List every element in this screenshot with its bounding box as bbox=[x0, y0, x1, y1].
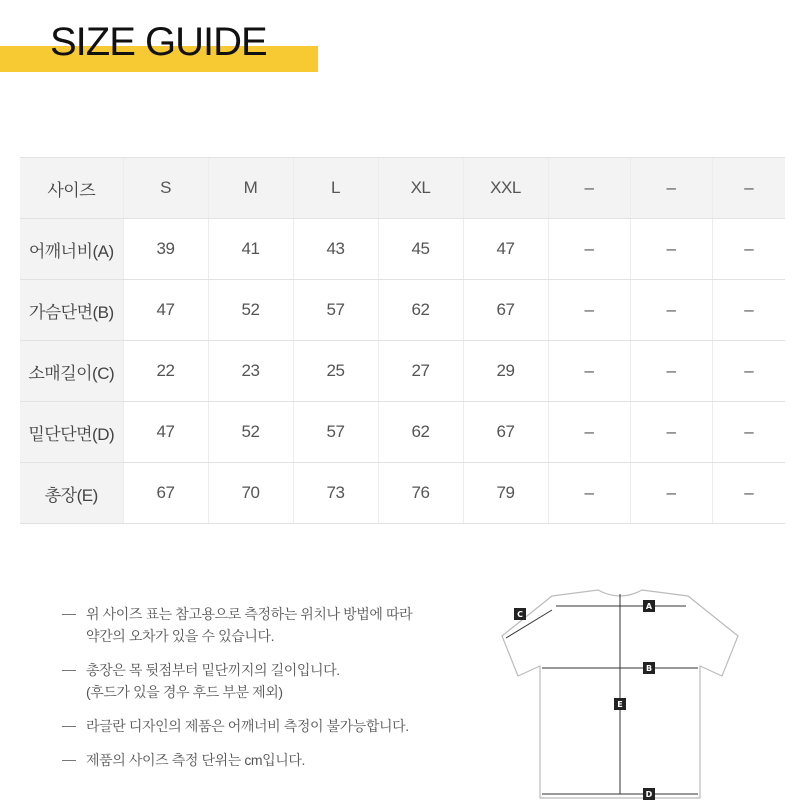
table-cell: 22 bbox=[123, 341, 208, 402]
table-cell: – bbox=[712, 341, 785, 402]
marker-c bbox=[514, 608, 526, 620]
table-row bbox=[20, 463, 785, 524]
note-text: 약간의 오차가 있을 수 있습니다. bbox=[86, 628, 275, 644]
table-cell: 52 bbox=[208, 280, 293, 341]
table-cell: 41 bbox=[208, 219, 293, 280]
table-cell: 23 bbox=[208, 341, 293, 402]
table-header-cell: M bbox=[208, 158, 293, 219]
table-cell: – bbox=[548, 402, 630, 463]
table-row bbox=[20, 280, 785, 341]
table-cell: 29 bbox=[463, 341, 548, 402]
table-header-row bbox=[20, 158, 785, 219]
table-cell: 67 bbox=[463, 402, 548, 463]
table-cell: 45 bbox=[378, 219, 463, 280]
note-item bbox=[62, 659, 482, 703]
note-text: 총장은 목 뒷점부터 밑단끼지의 길이입니다. bbox=[86, 662, 340, 678]
svg-text:E: E bbox=[617, 700, 623, 709]
dash-bullet-icon bbox=[62, 726, 76, 727]
svg-text:C: C bbox=[517, 610, 523, 619]
table-cell: – bbox=[712, 402, 785, 463]
table-cell: 57 bbox=[293, 402, 378, 463]
table-header-cell: S bbox=[123, 158, 208, 219]
table-header-cell: L bbox=[293, 158, 378, 219]
marker-e bbox=[614, 698, 626, 710]
table-cell: – bbox=[548, 463, 630, 524]
table-cell: – bbox=[548, 280, 630, 341]
page-title: SIZE GUIDE bbox=[50, 20, 267, 64]
svg-text:D: D bbox=[645, 790, 653, 799]
table-cell: – bbox=[712, 280, 785, 341]
table-cell: 62 bbox=[378, 402, 463, 463]
note-text: (후드가 있을 경우 후드 부분 제외) bbox=[86, 684, 283, 700]
table-cell: 62 bbox=[378, 280, 463, 341]
table-header-cell: 사이즈 bbox=[20, 158, 123, 219]
table-cell: 76 bbox=[378, 463, 463, 524]
note-item bbox=[62, 603, 482, 647]
table-cell: 27 bbox=[378, 341, 463, 402]
table-cell: 67 bbox=[463, 280, 548, 341]
note-text: 제품의 사이즈 측정 단위는 cm입니다. bbox=[86, 752, 306, 768]
table-cell: 39 bbox=[123, 219, 208, 280]
table-row-label: 밑단단면(D) bbox=[20, 402, 123, 463]
note-text: 라글란 디자인의 제품은 어깨너비 측정이 불가능합니다. bbox=[86, 718, 409, 734]
table-row-label: 가슴단면(B) bbox=[20, 280, 123, 341]
dash-bullet-icon bbox=[62, 670, 76, 671]
svg-text:B: B bbox=[645, 664, 653, 673]
table-row bbox=[20, 341, 785, 402]
table-cell: 79 bbox=[463, 463, 548, 524]
table-cell: 47 bbox=[463, 219, 548, 280]
dash-bullet-icon bbox=[62, 760, 76, 761]
table-cell: – bbox=[548, 341, 630, 402]
table-cell: 25 bbox=[293, 341, 378, 402]
tshirt-measurement-diagram bbox=[490, 580, 750, 800]
marker-b bbox=[643, 662, 655, 674]
table-cell: 73 bbox=[293, 463, 378, 524]
table-cell: 67 bbox=[123, 463, 208, 524]
svg-text:A: A bbox=[645, 602, 653, 611]
table-cell: – bbox=[548, 219, 630, 280]
table-row-label: 총장(E) bbox=[20, 463, 123, 524]
table-row bbox=[20, 219, 785, 280]
table-cell: 57 bbox=[293, 280, 378, 341]
table-cell: – bbox=[712, 219, 785, 280]
dash-bullet-icon bbox=[62, 614, 76, 615]
table-row-label: 어깨너비(A) bbox=[20, 219, 123, 280]
table-cell: – bbox=[630, 463, 712, 524]
table-cell: 47 bbox=[123, 402, 208, 463]
table-cell: – bbox=[630, 341, 712, 402]
table-cell: 70 bbox=[208, 463, 293, 524]
table-cell: – bbox=[630, 402, 712, 463]
table-header-cell: XL bbox=[378, 158, 463, 219]
note-item bbox=[62, 749, 482, 771]
size-notes bbox=[62, 603, 482, 783]
table-header-cell: XXL bbox=[463, 158, 548, 219]
table-cell: 52 bbox=[208, 402, 293, 463]
table-cell: – bbox=[630, 280, 712, 341]
marker-d bbox=[643, 788, 655, 800]
table-header-cell: – bbox=[548, 158, 630, 219]
table-header-cell: – bbox=[712, 158, 785, 219]
table-cell: – bbox=[712, 463, 785, 524]
table-row-label: 소매길이(C) bbox=[20, 341, 123, 402]
size-table bbox=[20, 157, 785, 524]
table-row bbox=[20, 402, 785, 463]
table-cell: 43 bbox=[293, 219, 378, 280]
table-cell: – bbox=[630, 219, 712, 280]
marker-a bbox=[643, 600, 655, 612]
table-cell: 47 bbox=[123, 280, 208, 341]
note-text: 위 사이즈 표는 참고용으로 측정하는 위치나 방법에 따라 bbox=[86, 606, 413, 622]
table-header-cell: – bbox=[630, 158, 712, 219]
note-item bbox=[62, 715, 482, 737]
